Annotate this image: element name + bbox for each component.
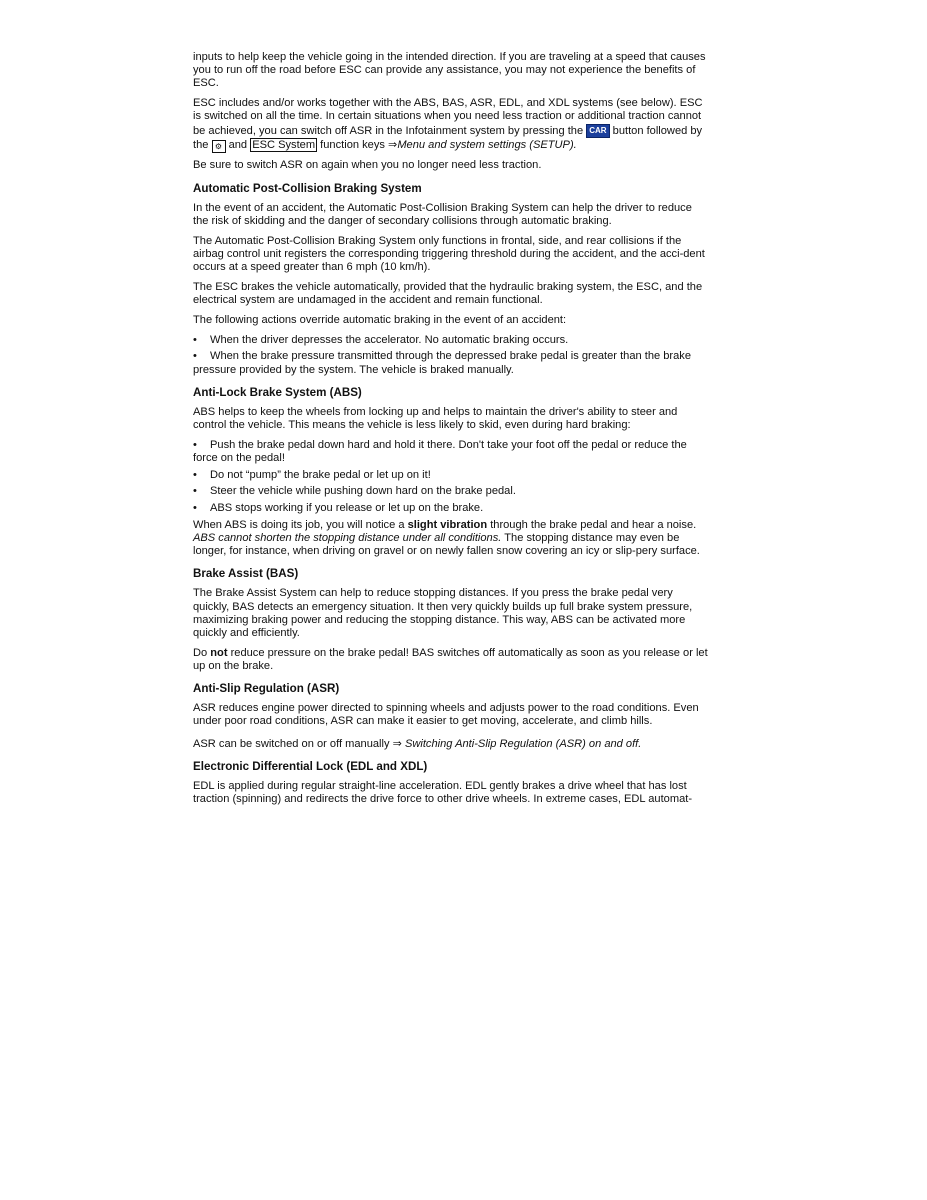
- bas-bold-text: not: [210, 646, 228, 659]
- list-item-text: Steer the vehicle while pushing down hard on the brake pedal.: [210, 485, 516, 498]
- post-collision-paragraph-4: The following actions override automatic braking in the event of an accident:: [193, 313, 567, 326]
- bas-text-part-2: reduce pressure on the brake pedal! BAS switches off automatically as soon as you release or let up on the brake.: [193, 646, 708, 672]
- abs-bold-text: slight vibration: [407, 518, 488, 531]
- intro-paragraph: inputs to help keep the vehicle going in the intended direction. If you are traveling at a speed that causes you to run off the road before ESC can provide any assistance, you may not experience the benefits of ESC.: [193, 51, 706, 90]
- edl-paragraph-1: EDL is applied during regular straight-line acceleration. EDL gently brakes a drive wheel that has lost traction (spinning) and redirects the drive force to other drive wheels. In extreme cases, EDL automat-: [193, 779, 693, 805]
- abs-text-part-1: When ABS is doing its job, you will notice a: [193, 518, 408, 531]
- asr-text-part-1: ASR can be switched on or off manually ⇒: [193, 737, 405, 750]
- bas-paragraph-1: The Brake Assist System can help to reduce stopping distances. If you press the brake pedal very quickly, BAS detects an emergency situation. It then very quickly builds up full brake system pressure, maximizing braking power and reducing the stopping distance. This way, ABS can be activated more quickly and efficiently.: [193, 587, 693, 639]
- bullet-icon: •: [193, 502, 197, 515]
- car-key-icon: CAR: [586, 124, 609, 138]
- list-item: [193, 439, 709, 465]
- esc-text-part-2: button followed by the: [193, 124, 703, 151]
- heading-asr: Anti-Slip Regulation (ASR): [193, 682, 340, 696]
- heading-abs: Anti-Lock Brake System (ABS): [193, 385, 362, 399]
- switch-asr-paragraph: Be sure to switch ASR on again when you no longer need less traction.: [193, 159, 542, 172]
- document-page: [193, 51, 709, 813]
- list-item: [193, 485, 709, 498]
- esc-reference: Menu and system settings (SETUP).: [397, 138, 577, 151]
- abs-text-part-2: through the brake pedal and hear a noise.: [487, 518, 697, 531]
- abs-text-part-3: The stopping distance may even be longer, for instance, when driving on gravel or on newly fallen snow covering an icy or slip-pery surface.: [193, 531, 700, 558]
- abs-paragraph-1: ABS helps to keep the wheels from locking up and helps to maintain the driver's ability to steer and control the vehicle. This means the vehicle is less likely to skid, even during hard braking:: [193, 405, 678, 431]
- bullet-icon: •: [193, 438, 197, 451]
- bullet-icon: •: [193, 485, 197, 498]
- heading-edl: Electronic Differential Lock (EDL and XDL): [193, 759, 428, 773]
- abs-italic-text: ABS cannot shorten the stopping distance under all conditions.: [193, 531, 502, 544]
- asr-reference: Switching Anti-Slip Regulation (ASR) on and off.: [404, 737, 642, 750]
- bullet-icon: •: [193, 350, 197, 363]
- post-collision-paragraph-2: The Automatic Post-Collision Braking System only functions in frontal, side, and rear collisions if the airbag control unit registers the corresponding triggering threshold during the accident, and the acci-dent occurs at a speed greater than 6 mph (10 km/h).: [193, 234, 705, 274]
- post-collision-paragraph-1: In the event of an accident, the Automatic Post-Collision Braking System can help the driver to reduce the risk of skidding and the danger of secondary collisions through automatic braking.: [193, 201, 692, 227]
- list-item-text: When the driver depresses the accelerator. No automatic braking occurs.: [210, 333, 569, 346]
- abs-paragraph-2: [193, 519, 709, 559]
- esc-text-part-1: ESC includes and/or works together with the ABS, BAS, ASR, EDL, and XDL systems (see below). ESC is switched on all the time. In certain situations when you need less traction or additional traction cannot be achieved, you can switch off ASR in the Infotainment system by pressing the: [193, 97, 703, 137]
- list-item: [193, 502, 709, 515]
- esc-system-key: ESC System: [252, 138, 316, 151]
- bas-text-part-1: Do: [193, 646, 211, 659]
- asr-paragraph-1: ASR reduces engine power directed to spinning wheels and adjusts power to the road conditions. Even under poor road conditions, ASR can make it easier to get moving, accelerate, and climb hills.: [193, 702, 699, 728]
- list-item: [193, 350, 709, 376]
- list-item: [193, 334, 709, 347]
- heading-post-collision: Automatic Post-Collision Braking System: [193, 181, 422, 195]
- esc-text-part-4: function keys ⇒: [317, 138, 398, 151]
- bullet-icon: •: [193, 468, 197, 481]
- list-item-text: When the brake pressure transmitted through the depressed brake pedal is greater than the brake pressure provided by the system. The vehicle is braked manually.: [193, 350, 692, 376]
- list-item-text: ABS stops working if you release or let up on the brake.: [210, 502, 484, 515]
- esc-paragraph: [193, 97, 709, 153]
- bullet-icon: •: [193, 333, 197, 346]
- bas-paragraph-2: [193, 647, 709, 673]
- heading-bas: Brake Assist (BAS): [193, 567, 299, 581]
- list-item: [193, 469, 709, 482]
- list-item-text: Do not “pump” the brake pedal or let up on it!: [210, 468, 431, 481]
- post-collision-paragraph-3: The ESC brakes the vehicle automatically, provided that the hydraulic braking system, the ESC, and the electrical system are undamaged in the accident and remain functional.: [193, 280, 703, 307]
- esc-text-part-3: and: [225, 138, 251, 151]
- list-item-text: Push the brake pedal down hard and hold it there. Don't take your foot off the pedal or reduce the force on the pedal!: [193, 438, 687, 464]
- settings-key-icon: ⚙: [212, 140, 226, 153]
- asr-paragraph-2: [193, 738, 709, 751]
